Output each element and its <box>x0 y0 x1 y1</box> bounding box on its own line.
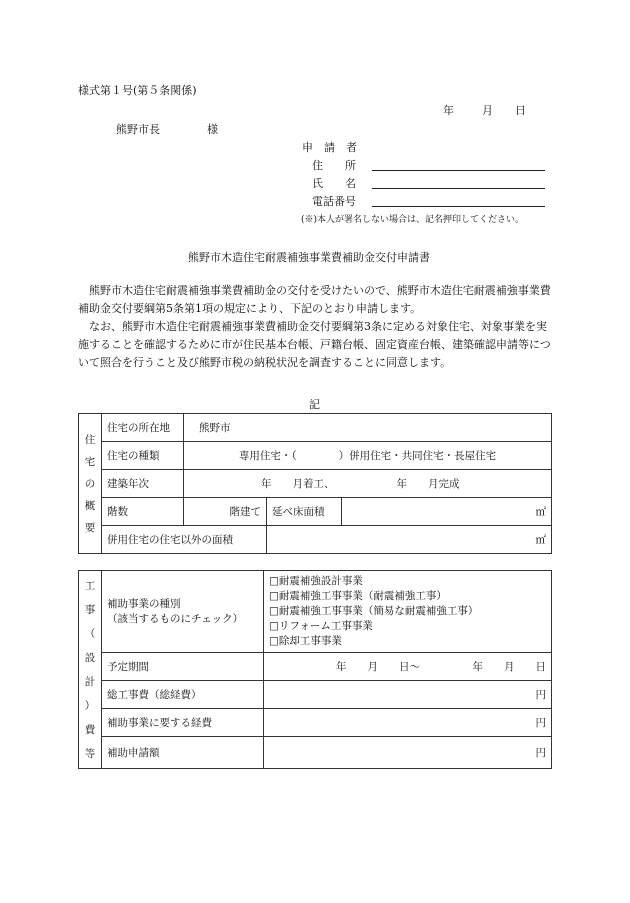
row-other-area <box>79 526 552 554</box>
row-amount <box>79 737 552 769</box>
construction-cost-table <box>78 570 552 769</box>
floors-label: 階数 <box>102 498 184 526</box>
total-cost-value[interactable]: 円 <box>264 681 552 709</box>
kind-options <box>264 571 552 653</box>
date-year: 年 <box>443 104 454 117</box>
applicant-heading: 申 請 者 <box>302 141 357 154</box>
form-number: 様式第１号(第５条関係) <box>78 84 197 97</box>
location-value[interactable]: 熊野市 <box>184 414 552 442</box>
body-paragraph-1: 熊野市木造住宅耐震補強事業費補助金の交付を受けたいので、熊野市木造住宅耐震補強事業費補助金交付要綱第5条第1項の規定により、下記のとおり申請します。 <box>78 284 551 315</box>
required-cost-value[interactable]: 円 <box>264 709 552 737</box>
required-cost-label: 補助事業に要する経費 <box>102 709 264 737</box>
year-label: 建築年次 <box>102 470 184 498</box>
floors-value[interactable]: 階建て <box>184 498 267 526</box>
other-area-value[interactable]: ㎡ <box>267 526 552 554</box>
phone-label: 電話番号 <box>312 195 356 208</box>
body-paragraph-2: なお、熊野市木造住宅耐震補強事業費補助金交付要綱第3条に定める対象住宅、対象事業を実施することを確認するために市が住民基本台帳、戸籍台帳、固定資産台帳、建築確認申請等について照合を行うこと及び熊野市税の納税状況を調査することに同意します。 <box>78 320 551 369</box>
checkbox-seismic-work[interactable]: □耐震補強工事事業（耐震補強工事） <box>269 590 447 602</box>
name-label: 氏 名 <box>312 177 356 190</box>
checkbox-reform-work[interactable]: □リフォーム工事事業 <box>269 620 373 632</box>
period-label: 予定期間 <box>102 653 264 681</box>
document-title: 熊野市木造住宅耐震補強事業費補助金交付申請書 <box>188 251 430 264</box>
checkbox-seismic-design[interactable]: □耐震補強設計事業 <box>269 575 363 587</box>
type-label: 住宅の種類 <box>102 442 184 470</box>
name-field-line[interactable] <box>372 188 545 189</box>
row-period <box>79 653 552 681</box>
location-label: 住宅の所在地 <box>102 414 184 442</box>
addressee-name: 熊野市長 <box>116 123 160 136</box>
row-required-cost <box>79 709 552 737</box>
ki-heading: 記 <box>309 398 320 411</box>
floor-area-label: 延べ床面積 <box>267 498 342 526</box>
date-day: 日 <box>515 104 526 117</box>
checkbox-demolition-work[interactable]: □除却工事事業 <box>269 635 342 647</box>
addressee-honorific: 様 <box>207 123 218 136</box>
address-field-line[interactable] <box>372 170 545 171</box>
amount-label: 補助申請額 <box>102 737 264 769</box>
year-value[interactable]: 年 月着工、 年 月完成 <box>184 470 552 498</box>
date-month: 月 <box>482 104 493 117</box>
construction-side-label: 工 事 （ 設 計 ） 費 等 <box>79 571 102 769</box>
row-type <box>79 442 552 470</box>
kind-sub-label: （該当するものにチェック） <box>107 612 244 625</box>
body-text <box>78 282 552 372</box>
type-value[interactable]: 専用住宅・（ ）併用住宅・共同住宅・長屋住宅 <box>184 442 552 470</box>
row-total-cost <box>79 681 552 709</box>
phone-field-line[interactable] <box>372 206 545 207</box>
total-cost-label: 総工事費（総経費） <box>102 681 264 709</box>
period-value[interactable]: 年 月 日～ 年 月 日 <box>264 653 552 681</box>
floor-area-value[interactable]: ㎡ <box>342 498 552 526</box>
kind-label: 補助事業の種別 <box>107 597 181 610</box>
address-label: 住 所 <box>312 159 356 172</box>
row-kind <box>79 571 552 653</box>
amount-value[interactable]: 円 <box>264 737 552 769</box>
kind-label-cell <box>102 571 264 653</box>
house-overview-side-label: 住 宅 の 概 要 <box>79 414 102 554</box>
row-year <box>79 470 552 498</box>
house-overview-table <box>78 413 552 554</box>
other-area-label: 併用住宅の住宅以外の面積 <box>102 526 267 554</box>
row-floors <box>79 498 552 526</box>
row-location <box>79 414 552 442</box>
checkbox-simple-seismic-work[interactable]: □耐震補強工事事業（簡易な耐震補強工事） <box>269 605 479 617</box>
signature-note: (※)本人が署名しない場合は、記名押印してください。 <box>301 215 525 225</box>
